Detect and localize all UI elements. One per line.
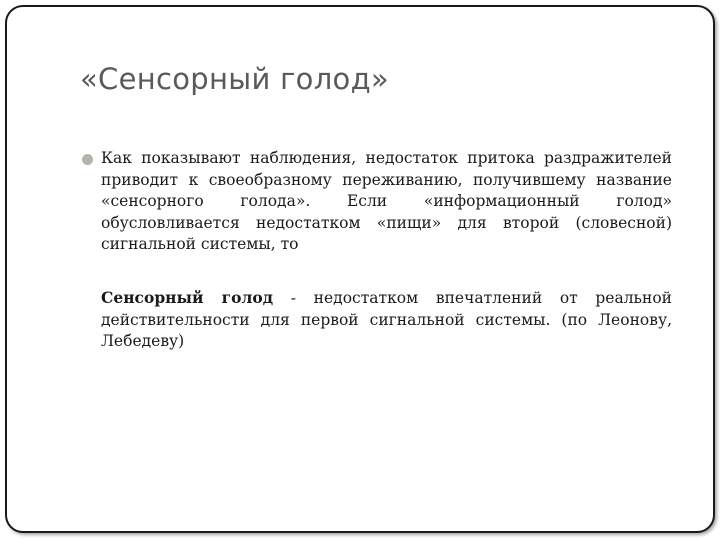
definition-paragraph [101, 287, 672, 353]
definition-term: Сенсорный голод [101, 288, 274, 307]
definition-text: - недостатком впечатлений от реальной действительности для первой сигнальной системы. (по Леонову, Лебедеву) [101, 289, 672, 350]
slide-title: «Сенсорный голод» [80, 62, 389, 96]
bullet-icon [82, 154, 93, 165]
bullet-paragraph: Как показывают наблюдения, недостаток притока раздражителей приводит к своеобразному переживанию, получившему название «сенсорного голода». Если «информационный голод» обусловливается недостатком «пищи» для второй (словесной) сигнальной системы, то [101, 149, 672, 253]
